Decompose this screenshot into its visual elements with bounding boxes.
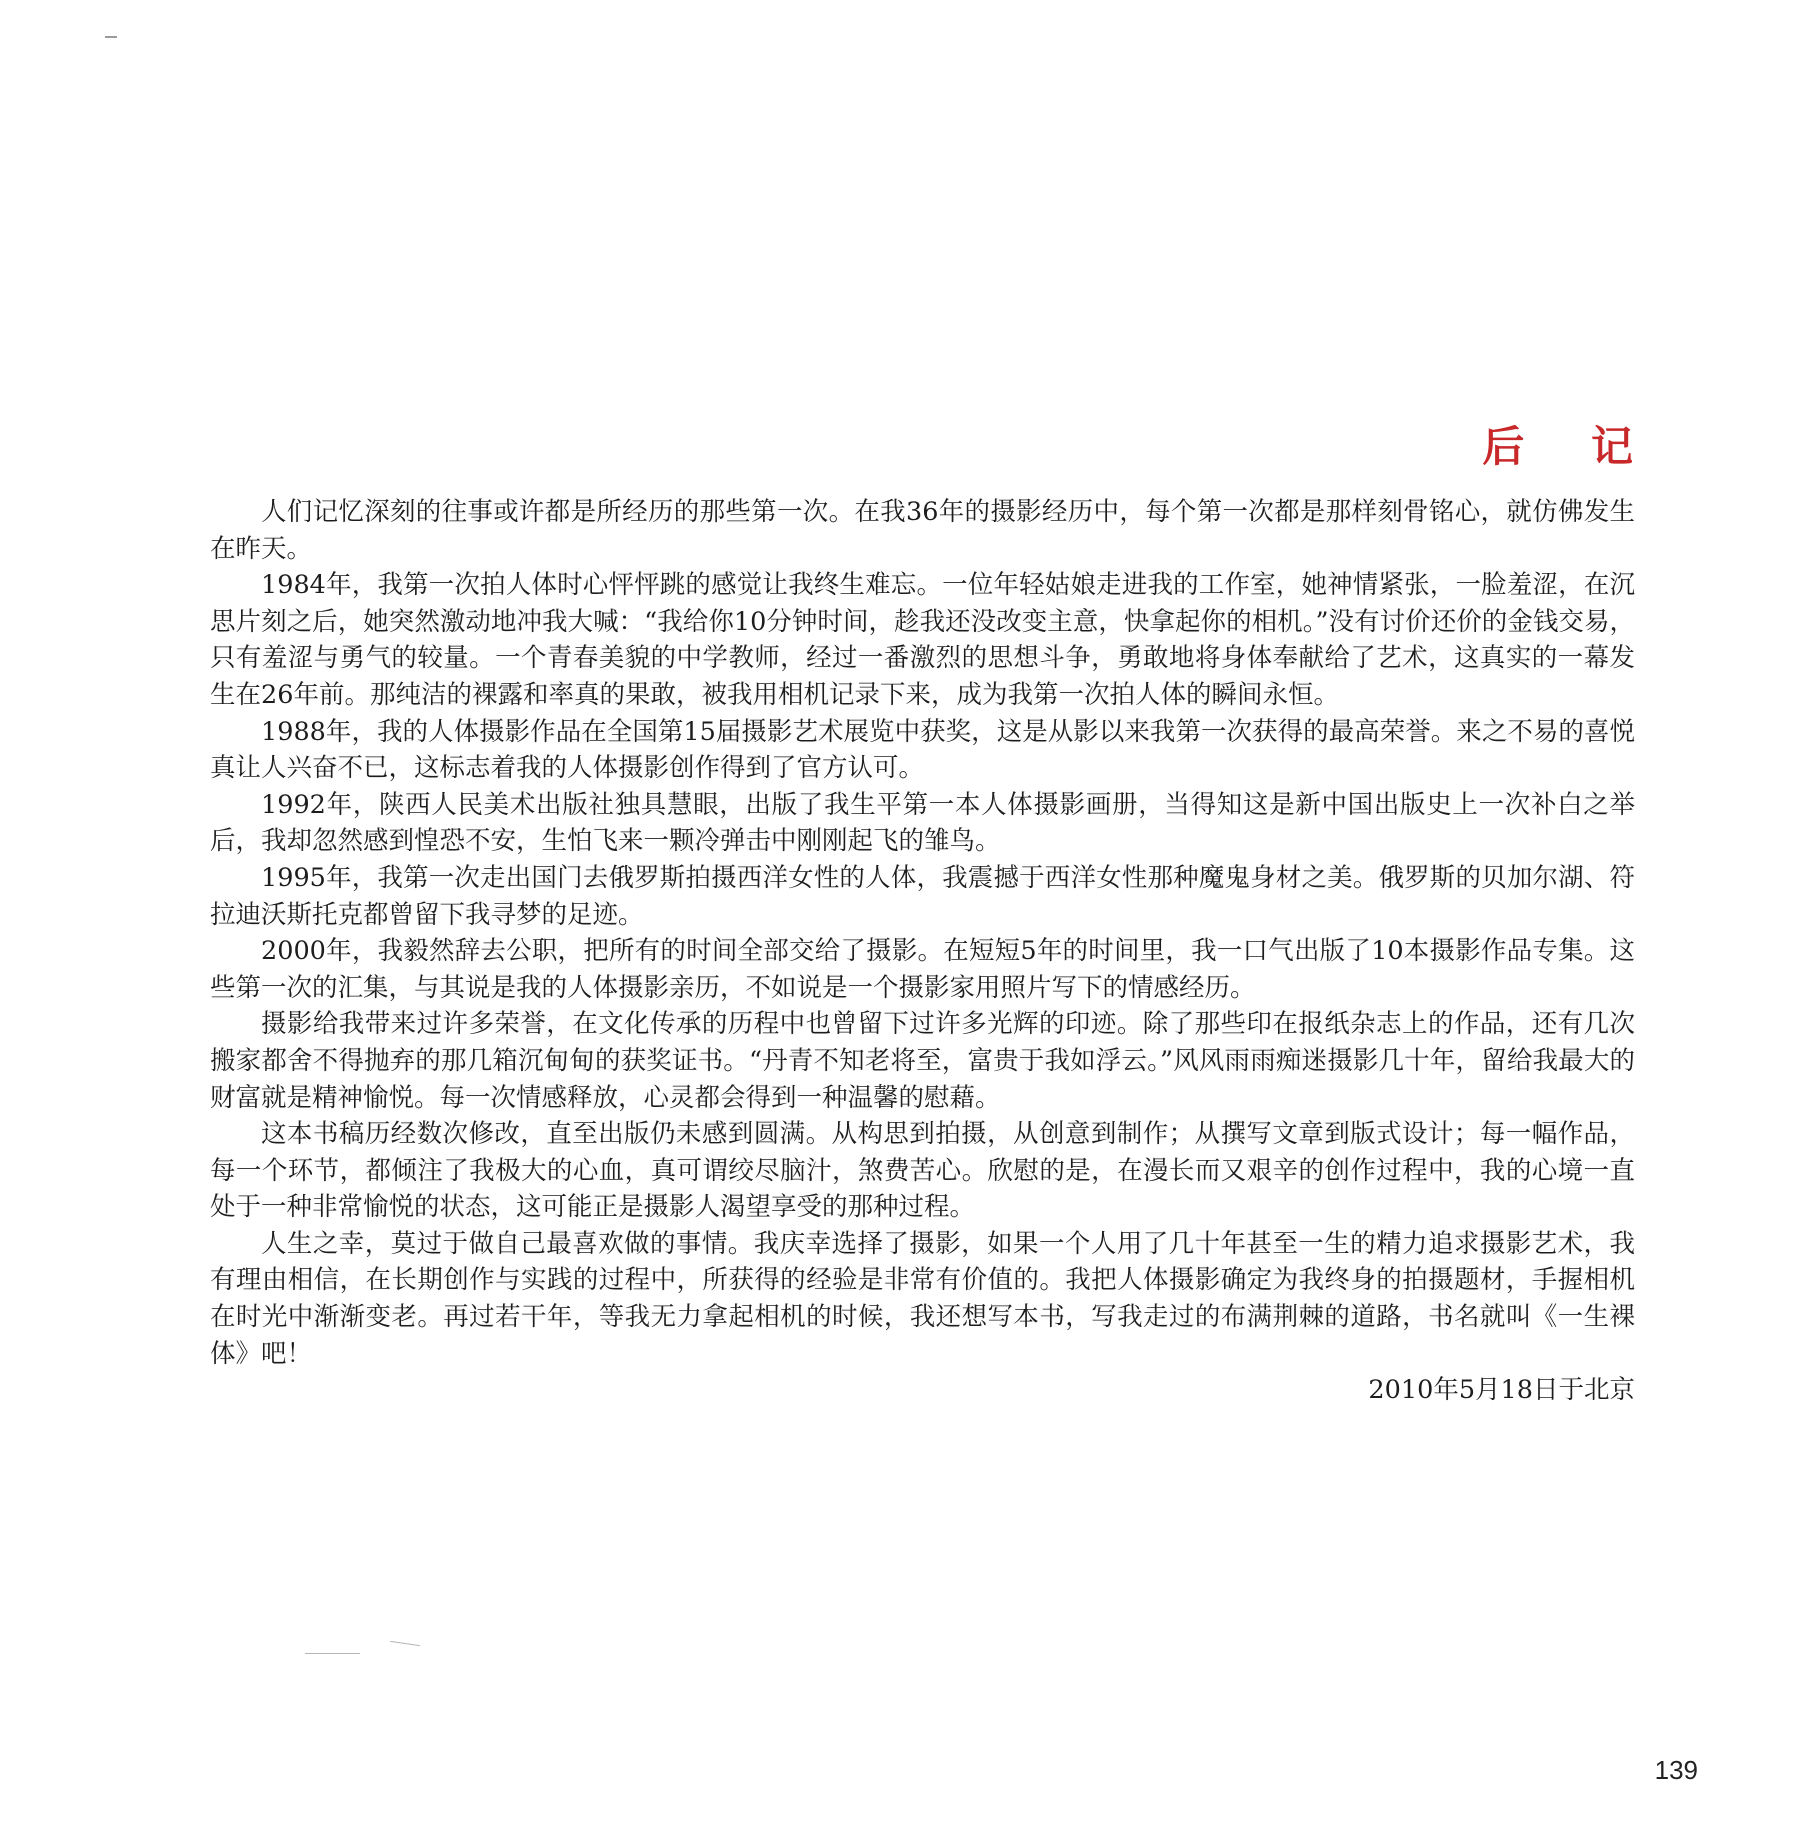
paragraph: 1992年，陕西人民美术出版社独具慧眼，出版了我生平第一本人体摄影画册，当得知这是新中国出版史上一次补白之举后，我却忽然感到惶恐不安，生怕飞来一颗冷弹击中刚刚起飞的雏鸟。 — [210, 789, 1635, 857]
paragraph: 2000年，我毅然辞去公职，把所有的时间全部交给了摄影。在短短5年的时间里，我一口气出版了10本摄影作品专集。这些第一次的汇集，与其说是我的人体摄影亲历，不如说是一个摄影家用照片写下的情感经历。 — [210, 936, 1635, 1003]
paragraph: 摄影给我带来过许多荣誉，在文化传承的历程中也曾留下过许多光辉的印迹。除了那些印在报纸杂志上的作品，还有几次搬家都舍不得抛弃的那几箱沉甸甸的获奖证书。“丹青不知老将至，富贵于我如浮云。”风风雨雨痴迷摄影几十年，留给我最大的财富就是精神愉悦。每一次情感释放，心灵都会得到一种温馨的慰藉。 — [210, 1009, 1635, 1113]
page-title: 后 记 — [1482, 422, 1659, 472]
scan-mark — [105, 36, 117, 38]
paragraph: 人们记忆深刻的往事或许都是所经历的那些第一次。在我36年的摄影经历中，每个第一次都是那样刻骨铭心，就仿佛发生在昨天。 — [210, 497, 1635, 564]
page-number: 139 — [1654, 1755, 1698, 1785]
scan-mark — [305, 1653, 360, 1654]
paragraph: 1988年，我的人体摄影作品在全国第15届摄影艺术展览中获奖，这是从影以来我第一次获得的最高荣誉。来之不易的喜悦真让人兴奋不已，这标志着我的人体摄影创作得到了官方认可。 — [210, 716, 1635, 784]
paragraph: 1984年，我第一次拍人体时心怦怦跳的感觉让我终生难忘。一位年轻姑娘走进我的工作室，她神情紧张，一脸羞涩，在沉思片刻之后，她突然激动地冲我大喊：“我给你10分钟时间，趁我还没改变主意，快拿起你的相机。”没有讨价还价的金钱交易，只有羞涩与勇气的较量。一个青春美貌的中学教师，经过一番激烈的思想斗争，勇敢地将身体奉献给了艺术，这真实的一幕发生在26年前。那纯洁的裸露和率真的果敢，被我用相机记录下来，成为我第一次拍人体的瞬间永恒。 — [210, 570, 1635, 710]
paragraph: 这本书稿历经数次修改，直至出版仍未感到圆满。从构思到拍摄，从创意到制作；从撰写文章到版式设计；每一幅作品，每一个环节，都倾注了我极大的心血，真可谓绞尽脑汁，煞费苦心。欣慰的是，在漫长而又艰辛的创作过程中，我的心境一直处于一种非常愉悦的状态，这可能正是摄影人渴望享受的那种过程。 — [210, 1119, 1635, 1223]
scan-mark — [390, 1641, 420, 1646]
paragraph: 人生之幸，莫过于做自己最喜欢做的事情。我庆幸选择了摄影，如果一个人用了几十年甚至一生的精力追求摄影艺术，我有理由相信，在长期创作与实践的过程中，所获得的经验是非常有价值的。我把人体摄影确定为我终身的拍摄题材，手握相机在时光中渐渐变老。再过若干年，等我无力拿起相机的时候，我还想写本书，写我走过的布满荆棘的道路，书名就叫《一生裸体》吧！ — [210, 1228, 1635, 1369]
afterword-body — [210, 494, 1635, 1409]
paragraph: 1995年，我第一次走出国门去俄罗斯拍摄西洋女性的人体，我震撼于西洋女性那种魔鬼身材之美。俄罗斯的贝加尔湖、符拉迪沃斯托克都曾留下我寻梦的足迹。 — [210, 862, 1635, 930]
date-signature: 2010年5月18日于北京 — [1368, 1375, 1635, 1406]
